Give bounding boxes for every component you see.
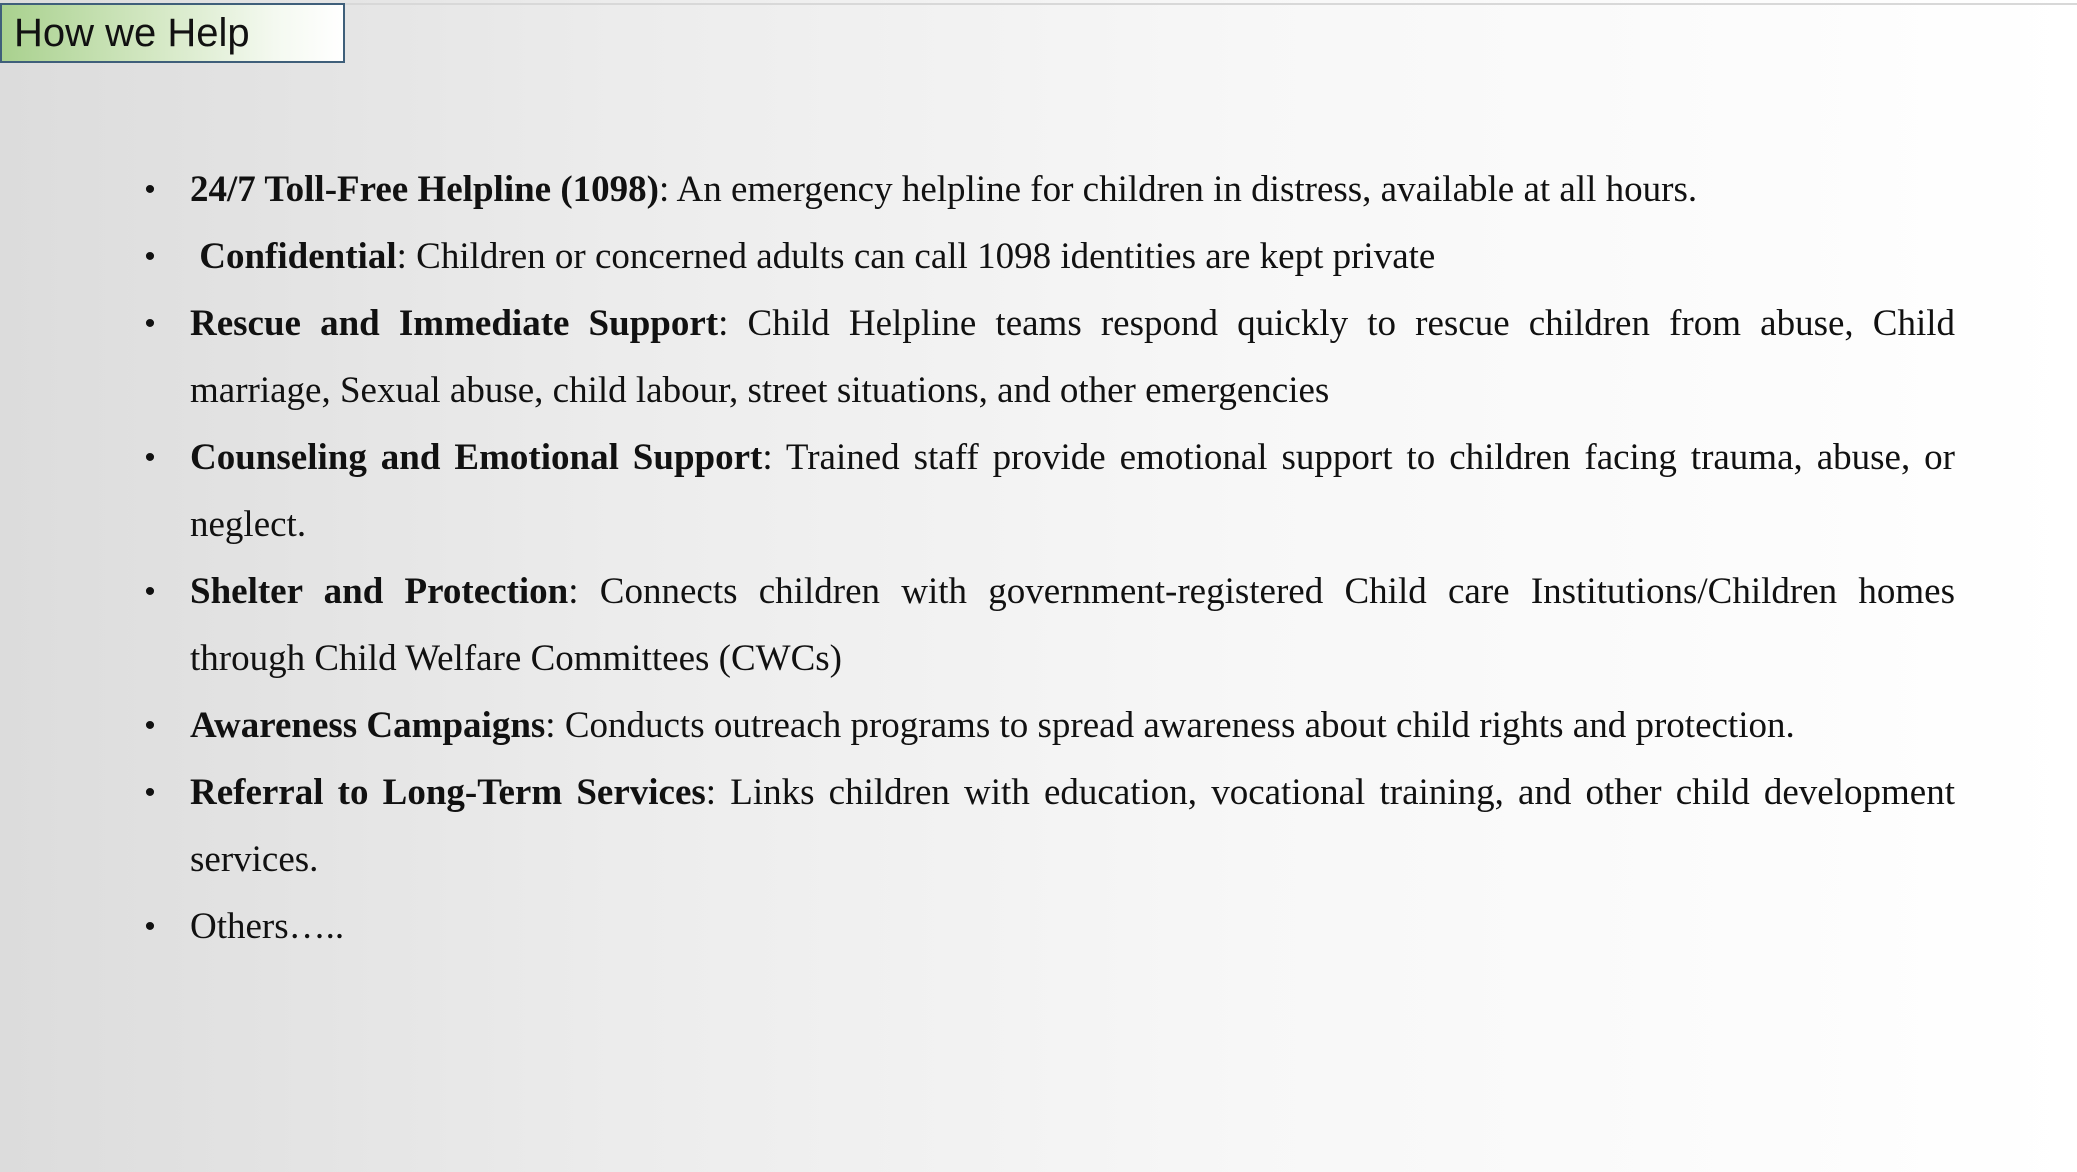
item-text: : An emergency helpline for children in distress, available at all hours.	[659, 169, 1698, 210]
bullet-icon: •	[144, 441, 156, 474]
bullet-icon: •	[144, 709, 156, 742]
item-text: : Child Helpline teams respond quickly to rescue children from abuse, Child marriage, Sexual abuse, child labour, street situations, and other emergencies	[190, 303, 1955, 411]
bullet-icon: •	[144, 575, 156, 608]
item-label: 24/7 Toll-Free Helpline (1098)	[190, 169, 659, 210]
item-label: Referral to Long-Term Services	[190, 772, 706, 813]
bullet-list	[140, 156, 1955, 960]
item-label: Confidential	[190, 236, 397, 277]
bullet-icon: •	[144, 307, 156, 340]
bullet-icon: •	[144, 776, 156, 809]
list-item	[140, 424, 1955, 558]
item-text: : Connects children with government-registered Child care Institutions/Children homes through Child Welfare Committees (CWCs)	[190, 571, 1955, 679]
item-label: Rescue and Immediate Support	[190, 303, 719, 344]
list-item	[140, 156, 1955, 223]
item-text: : Children or concerned adults can call 1098 identities are kept private	[396, 236, 1436, 277]
item-text: Others…..	[190, 906, 345, 947]
item-text: : Links children with education, vocational training, and other child development services.	[190, 772, 1955, 880]
item-label: Awareness Campaigns	[190, 705, 546, 746]
list-item	[140, 759, 1955, 893]
slide-title-box	[0, 3, 345, 63]
bullet-icon: •	[144, 173, 156, 206]
list-item	[140, 223, 1955, 290]
item-text: : Conducts outreach programs to spread awareness about child rights and protection.	[545, 705, 1795, 746]
bullet-icon: •	[144, 240, 156, 273]
slide-title: How we Help	[14, 10, 250, 55]
item-text: : Trained staff provide emotional support to children facing trauma, abuse, or neglect.	[190, 437, 1955, 545]
item-label: Counseling and Emotional Support	[190, 437, 763, 478]
list-item	[140, 290, 1955, 424]
bullet-icon: •	[144, 910, 156, 943]
list-item	[140, 558, 1955, 692]
item-label: Shelter and Protection	[190, 571, 569, 612]
list-item	[140, 893, 1955, 960]
list-item	[140, 692, 1955, 759]
